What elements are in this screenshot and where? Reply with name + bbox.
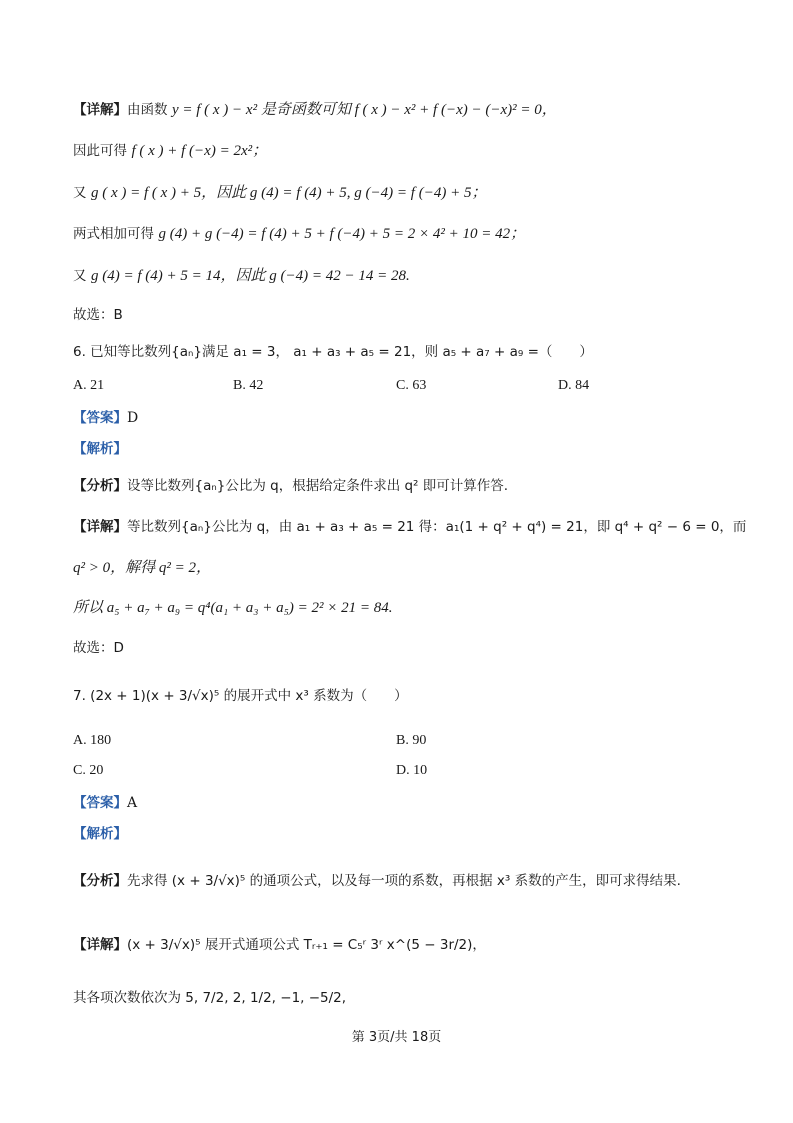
q6-option-b: B. 42 [233, 378, 264, 393]
solution-line-5: 又 g (4) = f (4) + 5 = 14，因此 g (−4) = 42 − 14 = 28. [73, 268, 410, 284]
q7-jiexi [73, 824, 127, 844]
label-jiexi: 【解析】 [73, 441, 127, 457]
solution-line-3: 又 g ( x ) = f ( x ) + 5，因此 g (4) = f (4) + 5, g (−4) = f (−4) + 5； [73, 185, 487, 201]
solution-choice: 故选：B [73, 307, 123, 323]
solution-line-2: 因此可得 f ( x ) + f (−x) = 2x²； [73, 143, 268, 159]
solution-line-1: 【详解】由函数 y = f ( x ) − x² 是奇函数可知 f ( x ) − x² + f (−x) − (−x)² = 0， [73, 102, 557, 118]
q6-jiexi [73, 439, 127, 459]
label-xiangjie: 【详解】 [73, 102, 127, 118]
label-xiangjie: 【详解】 [73, 937, 127, 953]
q6-fenxi: 【分析】设等比数列{aₙ}公比为 q，根据给定条件求出 q² 即可计算作答. [73, 478, 509, 494]
label-fenxi: 【分析】 [73, 478, 127, 494]
q6-xiangjie: 【详解】等比数列{aₙ}公比为 q，由 a₁ + a₃ + a₅ = 21 得：a₁(1 + q² + q⁴) = 21，即 q⁴ + q² − 6 = 0，而 [73, 519, 747, 535]
question-6: 6. 已知等比数列{aₙ}满足 a₁ = 3， a₁ + a₃ + a₅ = 21，则 a₅ + a₇ + a₉ =（ ） [73, 344, 593, 360]
q6-line-3: 所以 a₅ + a₇ + a₉ = q⁴(a₁ + a₃ + a₅) = 2² × 21 = 84. [73, 600, 393, 616]
q6-option-a: A. 21 [73, 378, 105, 393]
q7-option-b: B. 90 [396, 733, 427, 748]
q7-option-d: D. 10 [396, 763, 428, 778]
q6-option-c: C. 63 [396, 378, 427, 393]
q6-answer: 【答案】D [73, 410, 139, 426]
label-fenxi: 【分析】 [73, 873, 127, 889]
q7-fenxi: 【分析】先求得 (x + 3/√x)⁵ 的通项公式，以及每一项的系数，再根据 x³ 系数的产生，即可求得结果. [73, 873, 681, 889]
q7-line-2: 其各项次数依次为 5, 7/2, 2, 1/2, −1, −5/2, [73, 990, 347, 1006]
label-jiexi: 【解析】 [73, 826, 127, 842]
q7-answer: 【答案】A [73, 795, 138, 811]
label-xiangjie: 【详解】 [73, 519, 127, 535]
q6-line-2: q² > 0，解得 q² = 2， [73, 560, 211, 576]
q7-option-a: A. 180 [73, 733, 112, 748]
label-answer: 【答案】 [73, 410, 127, 426]
q6-option-d: D. 84 [558, 378, 590, 393]
question-7: 7. (2x + 1)(x + 3/√x)⁵ 的展开式中 x³ 系数为（ ） [73, 688, 408, 704]
q6-choice: 故选：D [73, 640, 124, 656]
label-answer: 【答案】 [73, 795, 127, 811]
solution-line-4: 两式相加可得 g (4) + g (−4) = f (4) + 5 + f (−4) + 5 = 2 × 4² + 10 = 42； [73, 226, 526, 242]
page-footer: 第 3页/共 18页 [351, 1030, 442, 1045]
q7-xiangjie: 【详解】(x + 3/√x)⁵ 展开式通项公式 Tᵣ₊₁ = C₅ʳ 3ʳ x^(5 − 3r/2)， [73, 937, 486, 953]
q7-option-c: C. 20 [73, 763, 104, 778]
